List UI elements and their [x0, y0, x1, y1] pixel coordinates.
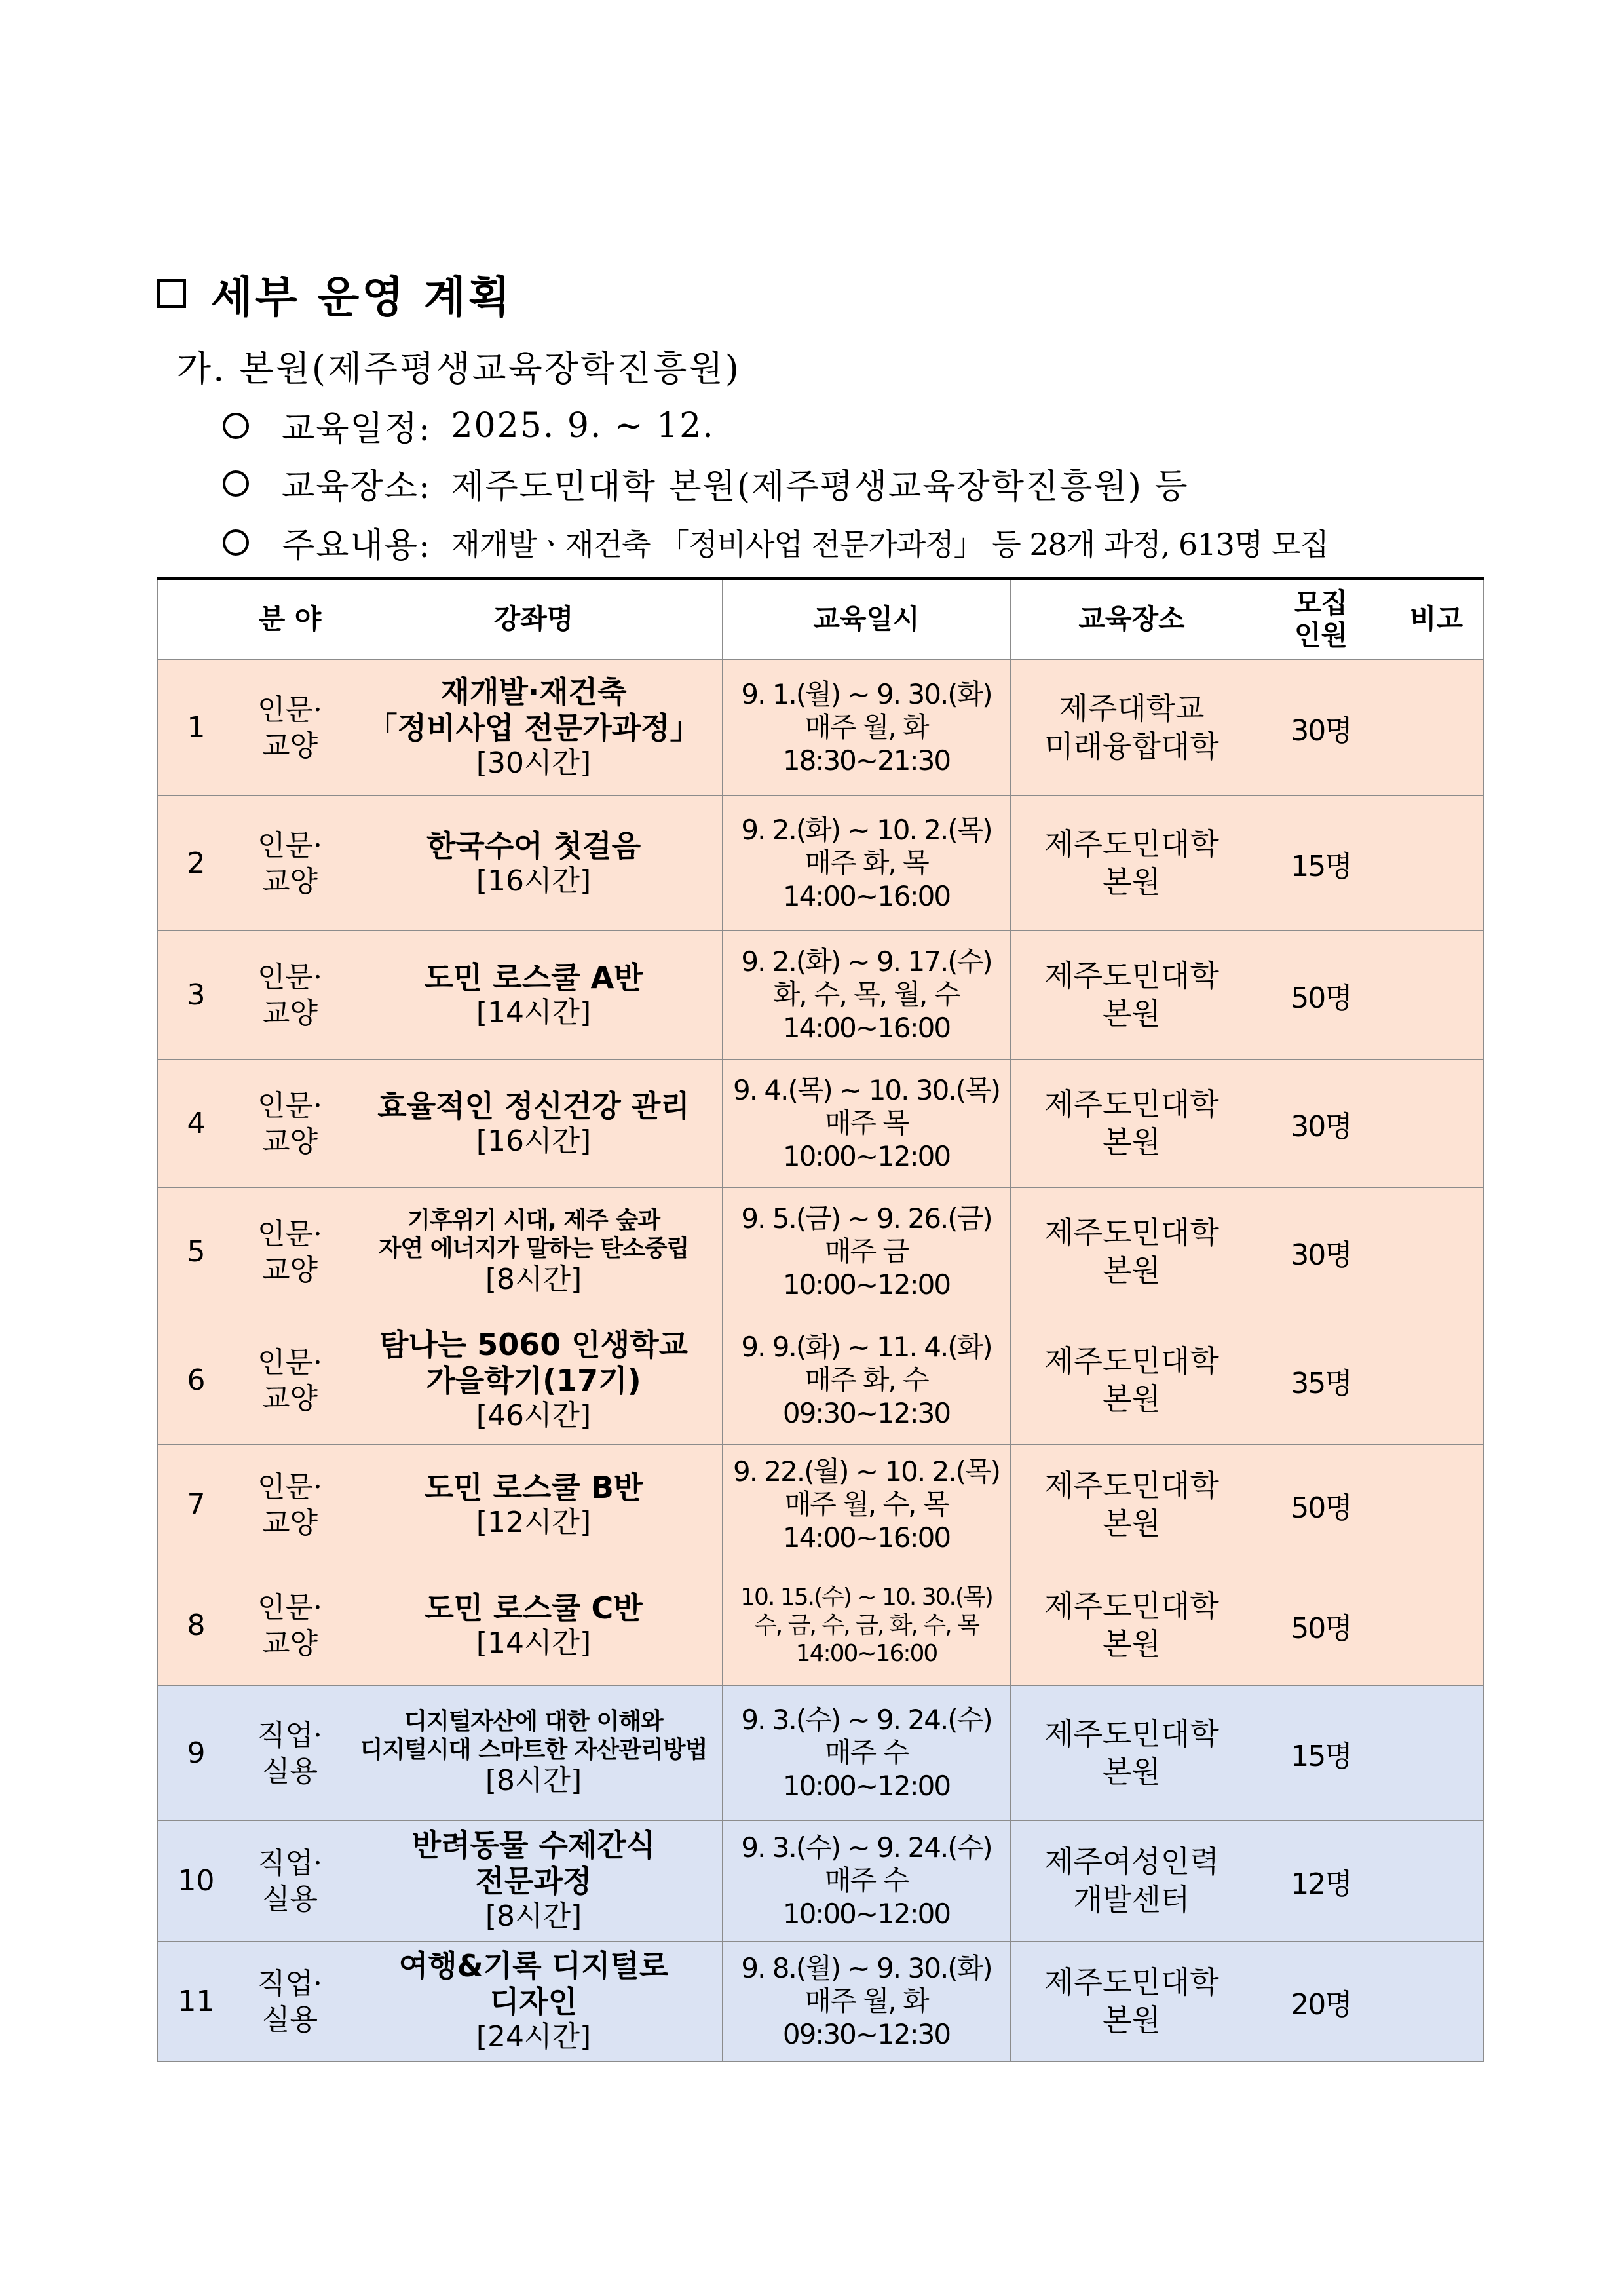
- course-table: [157, 577, 1484, 2062]
- course-name-line1: 여행&기록 디지털로: [398, 1947, 669, 1983]
- field-line1: 인문·: [257, 960, 322, 994]
- field-line2: 실용: [261, 1754, 318, 1788]
- place-line2: 본원: [1103, 1626, 1161, 1662]
- course-name-line1: 반려동물 수제간식: [411, 1827, 656, 1863]
- field-cell: [235, 1445, 345, 1565]
- date-range: 9. 1.(월) ~ 9. 30.(화): [741, 678, 992, 710]
- date-time: 10:00~12:00: [782, 1268, 951, 1301]
- row-number: 8: [158, 1565, 235, 1686]
- field-line1: 인문·: [257, 828, 322, 862]
- course-hours: [8시간]: [485, 1900, 582, 1934]
- field-line2: 교양: [261, 1381, 318, 1415]
- date-cell: [723, 1445, 1011, 1565]
- place-line1: 제주도민대학: [1044, 1588, 1219, 1624]
- field-line2: 교양: [261, 1626, 318, 1660]
- note-cell: [1389, 1821, 1484, 1942]
- place-line1: 제주도민대학: [1044, 826, 1219, 862]
- course-hours: [16시간]: [476, 1124, 592, 1158]
- place-cell: [1011, 1316, 1253, 1445]
- field-line1: 인문·: [257, 1217, 322, 1251]
- table-row: [158, 1060, 1484, 1188]
- field-line2: 교양: [261, 1253, 318, 1287]
- course-name-line2: 자연 에너지가 말하는 탄소중립: [378, 1235, 689, 1263]
- course-name-line1: 탐나는 5060 인생학교: [379, 1326, 689, 1362]
- course-hours: [30시간]: [476, 746, 592, 780]
- course-hours: [24시간]: [476, 2020, 592, 2054]
- count-cell: 12명: [1253, 1821, 1389, 1942]
- course-hours: [8시간]: [485, 1263, 582, 1297]
- course-name-line1: 효율적인 정신건강 관리: [377, 1088, 690, 1124]
- header-count-line2: 인원: [1294, 619, 1348, 651]
- course-name-line2: 가을학기(17기): [426, 1363, 641, 1399]
- date-time: 14:00~16:00: [782, 1011, 951, 1044]
- count-cell: 30명: [1253, 660, 1389, 796]
- row-number: 4: [158, 1060, 235, 1188]
- row-number: 3: [158, 931, 235, 1060]
- field-line2: 교양: [261, 996, 318, 1030]
- bullet-value: 제주도민대학 본원(제주평생교육장학진흥원) 등: [451, 467, 1189, 507]
- date-time: 14:00~16:00: [782, 879, 951, 912]
- place-cell: [1011, 1445, 1253, 1565]
- date-days: 매주 월, 화: [804, 1985, 928, 2018]
- date-days: 매주 월, 수, 목: [784, 1488, 949, 1521]
- count-cell: 30명: [1253, 1188, 1389, 1316]
- course-cell: [345, 1188, 723, 1316]
- row-number: 7: [158, 1445, 235, 1565]
- field-line1: 인문·: [257, 1088, 322, 1122]
- course-cell: [345, 1821, 723, 1942]
- bullet-schedule: [223, 401, 715, 450]
- course-name-line1: 도민 로스쿨 A반: [424, 959, 643, 995]
- count-cell: 20명: [1253, 1942, 1389, 2062]
- table-row: [158, 1316, 1484, 1445]
- field-cell: [235, 1060, 345, 1188]
- date-cell: [723, 796, 1011, 931]
- course-cell: [345, 1942, 723, 2062]
- header-no: [158, 579, 235, 660]
- field-cell: [235, 1565, 345, 1686]
- table-row: [158, 1188, 1484, 1316]
- row-number: 5: [158, 1188, 235, 1316]
- place-line2: 본원: [1103, 1753, 1161, 1789]
- date-days: 매주 금: [824, 1235, 909, 1268]
- count-cell: 35명: [1253, 1316, 1389, 1445]
- table-row: [158, 1821, 1484, 1942]
- course-cell: [345, 660, 723, 796]
- date-days: 매주 화, 목: [804, 847, 928, 879]
- field-line1: 인문·: [257, 693, 322, 727]
- date-cell: [723, 931, 1011, 1060]
- count-cell: 15명: [1253, 796, 1389, 931]
- table-row: [158, 1565, 1484, 1686]
- place-line1: 제주도민대학: [1044, 1343, 1219, 1379]
- date-days: 화, 수, 목, 월, 수: [773, 978, 960, 1011]
- note-cell: [1389, 1565, 1484, 1686]
- field-line1: 직업·: [257, 1718, 322, 1752]
- circle-bullet-icon: [223, 470, 249, 497]
- field-cell: [235, 1188, 345, 1316]
- note-cell: [1389, 660, 1484, 796]
- count-cell: 15명: [1253, 1686, 1389, 1821]
- circle-bullet-icon: [223, 413, 249, 439]
- date-days: 매주 수: [824, 1864, 909, 1897]
- course-cell: [345, 1565, 723, 1686]
- field-line2: 교양: [261, 1506, 318, 1540]
- place-cell: [1011, 1565, 1253, 1686]
- field-line2: 실용: [261, 2002, 318, 2037]
- course-name-line1: 도민 로스쿨 C반: [425, 1590, 643, 1626]
- date-time: 10:00~12:00: [782, 1139, 951, 1172]
- place-cell: [1011, 796, 1253, 931]
- square-bullet-icon: [157, 279, 186, 308]
- field-cell: [235, 1316, 345, 1445]
- bullet-location: [223, 459, 1189, 508]
- bullet-label: 교육일정:: [282, 410, 432, 449]
- date-cell: [723, 1565, 1011, 1686]
- note-cell: [1389, 1686, 1484, 1821]
- section-title: [157, 262, 513, 324]
- table-row: [158, 931, 1484, 1060]
- course-hours: [14시간]: [476, 995, 592, 1029]
- course-name-line1: 기후위기 시대, 제주 숲과: [407, 1206, 660, 1234]
- place-line1: 제주대학교: [1059, 691, 1205, 726]
- date-range: 9. 5.(금) ~ 9. 26.(금): [741, 1202, 992, 1234]
- date-range: 9. 3.(수) ~ 9. 24.(수): [741, 1703, 992, 1736]
- row-number: 11: [158, 1942, 235, 2062]
- place-line1: 제주도민대학: [1044, 1964, 1219, 2000]
- field-line2: 교양: [261, 864, 318, 898]
- date-range: 9. 9.(화) ~ 11. 4.(화): [741, 1330, 992, 1363]
- place-line1: 제주도민대학: [1044, 958, 1219, 993]
- count-cell: 50명: [1253, 931, 1389, 1060]
- place-line2: 본원: [1103, 1505, 1161, 1541]
- count-cell: 50명: [1253, 1445, 1389, 1565]
- date-time: 09:30~12:30: [782, 2018, 951, 2050]
- note-cell: [1389, 1942, 1484, 2062]
- course-cell: [345, 1686, 723, 1821]
- place-line1: 제주도민대학: [1044, 1468, 1219, 1503]
- row-number: 9: [158, 1686, 235, 1821]
- row-number: 2: [158, 796, 235, 931]
- place-line2: 본원: [1103, 995, 1161, 1031]
- note-cell: [1389, 1188, 1484, 1316]
- bullet-label: 교육장소:: [282, 467, 432, 507]
- field-line2: 실용: [261, 1882, 318, 1916]
- date-days: 수, 금, 수, 금, 화, 수, 목: [754, 1611, 979, 1639]
- course-hours: [46시간]: [476, 1399, 592, 1433]
- course-name-line2: 디자인: [489, 1984, 578, 2020]
- place-cell: [1011, 1188, 1253, 1316]
- course-hours: [14시간]: [476, 1626, 592, 1660]
- section-title-text: 세부 운영 계획: [211, 272, 513, 322]
- place-line1: 제주도민대학: [1044, 1716, 1219, 1751]
- header-date: 교육일시: [723, 579, 1011, 660]
- table-row: [158, 1942, 1484, 2062]
- place-cell: [1011, 1686, 1253, 1821]
- date-range: 9. 8.(월) ~ 9. 30.(화): [741, 1951, 992, 1984]
- date-time: 14:00~16:00: [795, 1640, 937, 1668]
- date-time: 14:00~16:00: [782, 1521, 951, 1554]
- course-name-line1: 도민 로스쿨 B반: [424, 1469, 643, 1505]
- course-cell: [345, 1445, 723, 1565]
- date-cell: [723, 660, 1011, 796]
- field-cell: [235, 660, 345, 796]
- place-line2: 본원: [1103, 1252, 1161, 1288]
- field-cell: [235, 1686, 345, 1821]
- place-line1: 제주도민대학: [1044, 1215, 1219, 1250]
- date-range: 9. 2.(화) ~ 9. 17.(수): [741, 945, 992, 978]
- course-name-line2: 「정비사업 전문가과정」: [367, 710, 700, 746]
- date-range: 10. 15.(수) ~ 10. 30.(목): [740, 1583, 992, 1611]
- course-cell: [345, 1060, 723, 1188]
- note-cell: [1389, 796, 1484, 931]
- date-range: 9. 3.(수) ~ 9. 24.(수): [741, 1831, 992, 1864]
- date-time: 09:30~12:30: [782, 1396, 951, 1429]
- course-cell: [345, 931, 723, 1060]
- field-line2: 교양: [261, 729, 318, 763]
- course-name-line2: 디지털시대 스마트한 자산관리방법: [360, 1736, 708, 1764]
- field-cell: [235, 1821, 345, 1942]
- place-cell: [1011, 931, 1253, 1060]
- course-hours: [12시간]: [476, 1505, 592, 1539]
- bullet-content: [223, 518, 1329, 567]
- place-cell: [1011, 1942, 1253, 2062]
- date-cell: [723, 1686, 1011, 1821]
- circle-bullet-icon: [223, 529, 249, 556]
- field-line1: 인문·: [257, 1345, 322, 1379]
- date-cell: [723, 1316, 1011, 1445]
- row-number: 1: [158, 660, 235, 796]
- count-cell: 50명: [1253, 1565, 1389, 1686]
- field-line1: 직업·: [257, 1846, 322, 1880]
- date-range: 9. 4.(목) ~ 10. 30.(목): [732, 1073, 1000, 1106]
- table-row: [158, 1686, 1484, 1821]
- header-field: 분 야: [235, 579, 345, 660]
- date-range: 9. 2.(화) ~ 10. 2.(목): [741, 813, 992, 846]
- table-row: [158, 1445, 1484, 1565]
- field-line1: 인문·: [257, 1470, 322, 1504]
- subsection-title: 가. 본원(제주평생교육장학진흥원): [177, 348, 741, 389]
- header-note: 비고: [1389, 579, 1484, 660]
- place-line2: 미래융합대학: [1044, 728, 1219, 764]
- date-days: 매주 월, 화: [804, 711, 928, 744]
- course-hours: [16시간]: [476, 864, 592, 898]
- course-cell: [345, 1316, 723, 1445]
- header-count: [1253, 579, 1389, 660]
- course-name-line1: 한국수어 첫걸음: [426, 828, 641, 864]
- field-cell: [235, 1942, 345, 2062]
- place-cell: [1011, 1060, 1253, 1188]
- place-line1: 제주도민대학: [1044, 1086, 1219, 1122]
- course-cell: [345, 796, 723, 931]
- header-place: 교육장소: [1011, 579, 1253, 660]
- date-days: 매주 수: [824, 1736, 909, 1769]
- course-name-line1: 재개발·재건축: [440, 674, 627, 710]
- header-count-line1: 모집: [1294, 587, 1348, 620]
- place-line2: 본원: [1103, 864, 1161, 900]
- header-course: 강좌명: [345, 579, 723, 660]
- course-hours: [8시간]: [485, 1764, 582, 1798]
- place-cell: [1011, 660, 1253, 796]
- date-time: 10:00~12:00: [782, 1897, 951, 1930]
- table-header-row: [158, 579, 1484, 660]
- place-line2: 본원: [1103, 2002, 1161, 2038]
- table-row: [158, 660, 1484, 796]
- date-days: 매주 화, 수: [804, 1364, 928, 1396]
- bullet-value: 재개발ㆍ재건축 「정비사업 전문가과정」 등 28개 과정, 613명 모집: [451, 526, 1329, 562]
- field-cell: [235, 931, 345, 1060]
- row-number: 10: [158, 1821, 235, 1942]
- count-cell: 30명: [1253, 1060, 1389, 1188]
- field-cell: [235, 796, 345, 931]
- note-cell: [1389, 931, 1484, 1060]
- place-line2: 본원: [1103, 1124, 1161, 1160]
- bullet-label: 주요내용:: [282, 526, 432, 565]
- date-cell: [723, 1188, 1011, 1316]
- place-line2: 개발센터: [1073, 1881, 1190, 1917]
- place-line1: 제주여성인력: [1044, 1844, 1219, 1879]
- place-line2: 본원: [1103, 1381, 1161, 1417]
- course-name-line2: 전문과정: [475, 1864, 592, 1900]
- course-name-line1: 디지털자산에 대한 이해와: [404, 1708, 663, 1735]
- date-cell: [723, 1942, 1011, 2062]
- date-range: 9. 22.(월) ~ 10. 2.(목): [732, 1455, 1000, 1487]
- field-line1: 직업·: [257, 1966, 322, 2000]
- date-time: 10:00~12:00: [782, 1769, 951, 1802]
- table-row: [158, 796, 1484, 931]
- row-number: 6: [158, 1316, 235, 1445]
- bullet-value: 2025. 9. ~ 12.: [451, 406, 715, 446]
- date-cell: [723, 1821, 1011, 1942]
- note-cell: [1389, 1445, 1484, 1565]
- note-cell: [1389, 1316, 1484, 1445]
- field-line2: 교양: [261, 1124, 318, 1158]
- date-cell: [723, 1060, 1011, 1188]
- date-days: 매주 목: [824, 1107, 909, 1139]
- note-cell: [1389, 1060, 1484, 1188]
- date-time: 18:30~21:30: [782, 744, 951, 776]
- place-cell: [1011, 1821, 1253, 1942]
- field-line1: 인문·: [257, 1590, 322, 1624]
